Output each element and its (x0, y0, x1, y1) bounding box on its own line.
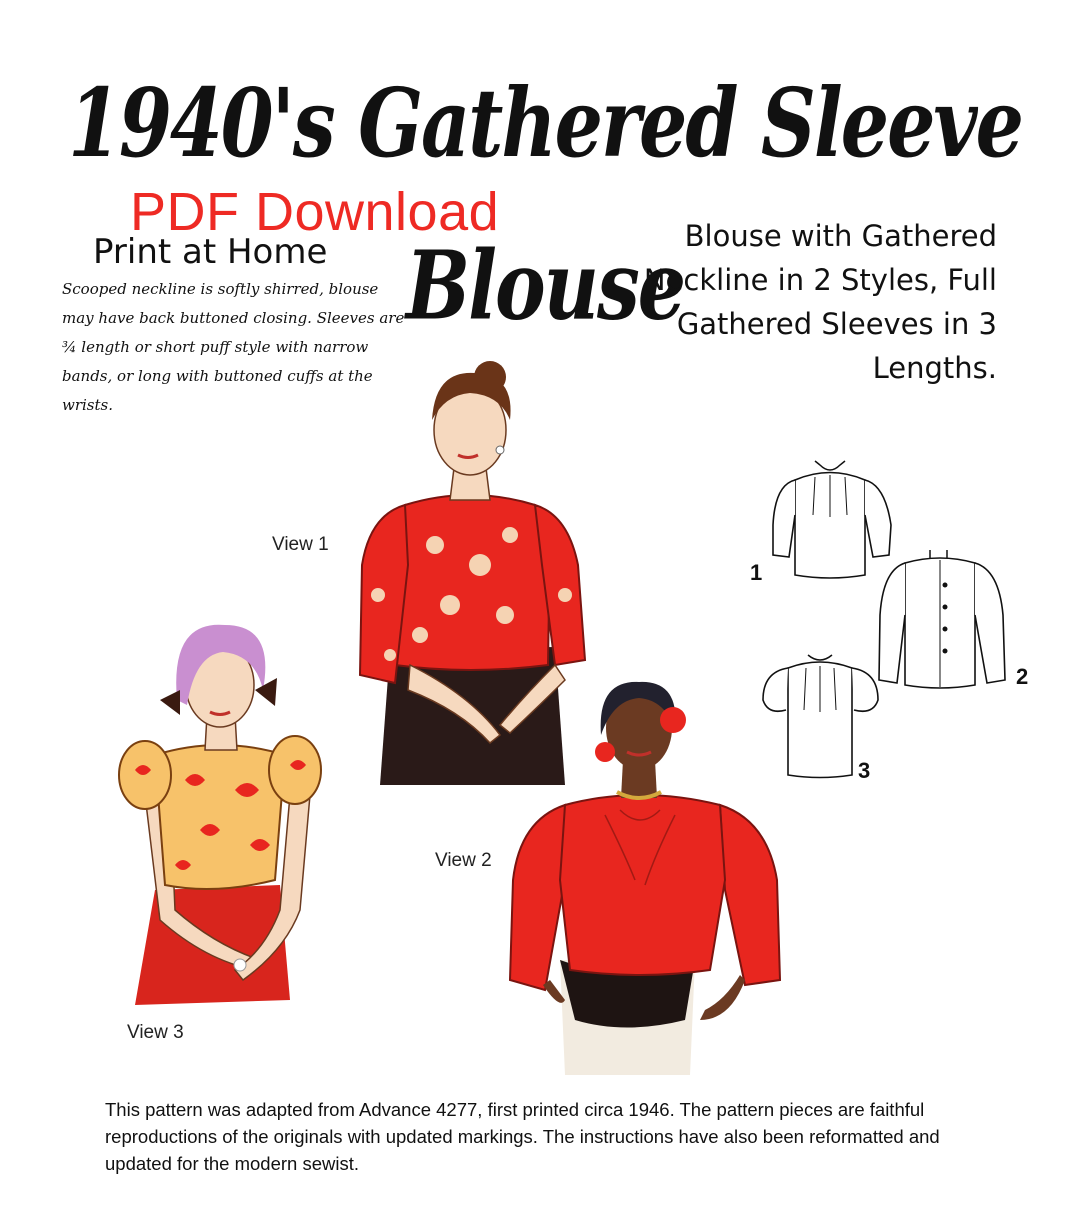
print-at-home-label: Print at Home (93, 232, 328, 272)
sketch-number-2: 2 (1016, 664, 1029, 689)
view-3-illustration (115, 620, 335, 1020)
headline-line: Neckline in 2 Styles, Full (643, 263, 997, 297)
view-1-label: View 1 (272, 534, 329, 555)
pdf-download-label: PDF Download (130, 182, 500, 242)
sketch-view-2 (875, 545, 1010, 695)
page-title: 1940's Gathered Sleeve Blouse (68, 67, 1022, 341)
headline-line: Gathered Sleeves in 3 (676, 307, 997, 341)
pattern-headline (605, 214, 997, 390)
pattern-footer-note: This pattern was adapted from Advance 4277, first printed circa 1946. The pattern pieces are faithful reproductions of the originals with updated markings. The instructions have also been reformatted and updated for the modern sewist. (105, 1099, 940, 1174)
sketch-number-3: 3 (858, 758, 871, 783)
view-3-label: View 3 (127, 1022, 184, 1043)
view-2-label: View 2 (435, 850, 492, 871)
sketch-number-1: 1 (750, 560, 763, 585)
headline-line: Blouse with Gathered (684, 219, 997, 253)
view-2-illustration (505, 680, 785, 1075)
headline-line: Lengths. (872, 351, 997, 385)
pattern-description: Scooped neckline is softly shirred, blouse may have back buttoned closing. Sleeves are ¾ length or short puff style with narrow bands, or long with buttoned cuffs at the wrists. (62, 280, 405, 414)
